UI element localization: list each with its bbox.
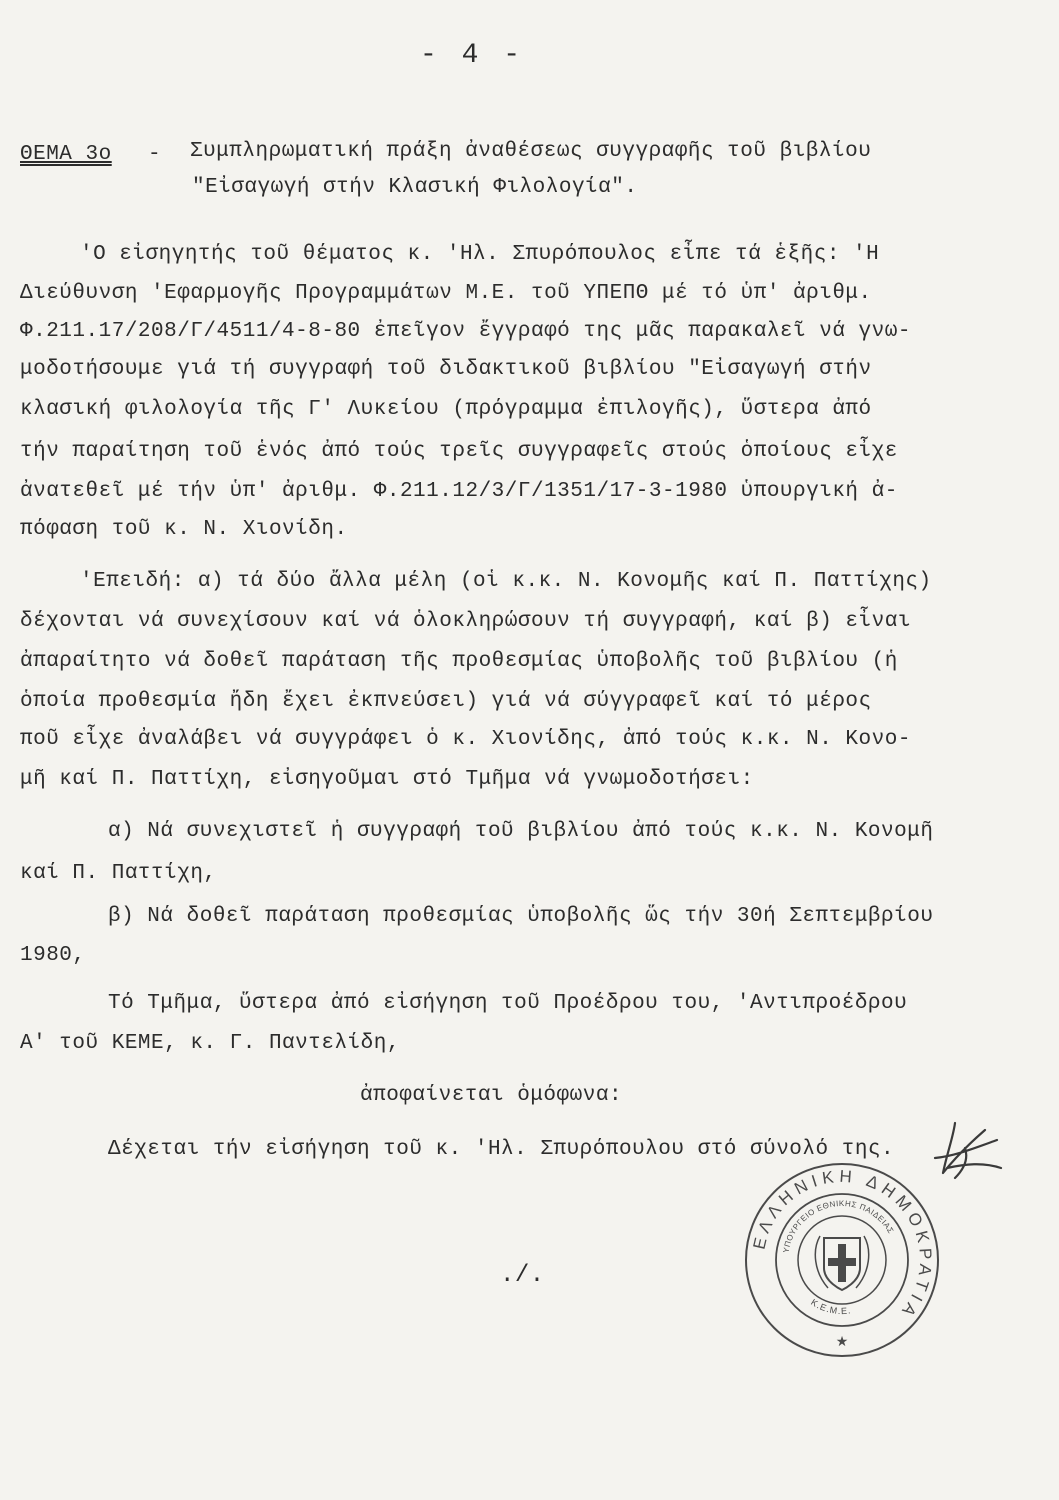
svg-text:★: ★ xyxy=(835,1334,849,1350)
item-b-line: β) Νά δοθεῖ παράταση προθεσμίας ὑποβολῆς ὥς τήν 30ή Σεπτεμβρίου xyxy=(108,905,934,928)
paragraph2-line: ποῦ εἶχε ἀναλάβει νά συγγράφει ὁ κ. Χιονίδης, ἀπό τούς κ.κ. Ν. Κονο- xyxy=(20,728,911,751)
paragraph1-line: πόφαση τοῦ κ. Ν. Χιονίδη. xyxy=(20,518,348,541)
paragraph1-line: 'Ο εἰσηγητής τοῦ θέματος κ. 'Ηλ. Σπυρόπουλος εἶπε τά ἑξῆς: 'Η xyxy=(80,243,880,266)
paragraph2-line: μῆ καί Π. Παττίχη, εἰσηγοῦμαι στό Τμῆμα νά γνωμοδοτήσει: xyxy=(20,768,754,791)
decision-heading: ἀποφαίνεται ὁμόφωνα: xyxy=(360,1084,623,1107)
paragraph1-line: Φ.211.17/208/Γ/4511/4-8-80 ἐπεῖγον ἔγγραφό της μᾶς παρακαλεῖ νά γνω- xyxy=(20,320,911,343)
section-line: Τό Τμῆμα, ὕστερα ἀπό εἰσήγηση τοῦ Προέδρου του, 'Αντιπροέδρου xyxy=(108,992,908,1015)
paragraph1-line: Διεύθυνση 'Εφαρμογῆς Προγραμμάτων Μ.Ε. τοῦ ΥΠΕΠΘ μέ τό ὑπ' ἀριθμ. xyxy=(20,282,872,305)
topic-dash: - xyxy=(148,143,162,166)
paragraph1-line: μοδοτήσουμε γιά τή συγγραφή τοῦ διδακτικοῦ βιβλίου "Εἰσαγωγή στήν xyxy=(20,358,872,381)
page-number: - 4 - xyxy=(420,40,525,71)
paragraph2-line: ἀπαραίτητο νά δοθεῖ παράταση τῆς προθεσμίας ὑποβολῆς τοῦ βιβλίου (ἡ xyxy=(20,650,898,673)
svg-text:Κ.Ε.Μ.Ε. xyxy=(809,1297,852,1316)
decision-text: Δέχεται τήν εἰσήγηση τοῦ κ. 'Ηλ. Σπυρόπουλου στό σύνολό της. xyxy=(108,1138,895,1161)
item-a-line: α) Νά συνεχιστεῖ ἡ συγγραφή τοῦ βιβλίου ἀπό τούς κ.κ. Ν. Κονομῆ xyxy=(108,820,934,843)
paragraph2-line: 'Επειδή: α) τά δύο ἄλλα μέλη (οἱ κ.κ. Ν. Κονομῆς καί Π. Παττίχης) xyxy=(80,570,932,593)
paragraph1-line: τήν παραίτηση τοῦ ἑνός ἀπό τούς τρεῖς συγγραφεῖς στούς ὁποίους εἶχε xyxy=(20,440,898,463)
topic-label: ΘΕΜΑ 3ο xyxy=(20,143,112,166)
paragraph1-line: ἀνατεθεῖ μέ τήν ὑπ' ἀριθμ. Φ.211.12/3/Γ/1351/17-3-1980 ὑπουργική ἀ- xyxy=(20,480,898,503)
official-seal-icon xyxy=(742,1160,942,1360)
item-b-line: 1980, xyxy=(20,944,86,967)
item-a-line: καί Π. Παττίχη, xyxy=(20,862,217,885)
section-line: Α' τοῦ ΚΕΜΕ, κ. Γ. Παντελίδη, xyxy=(20,1032,400,1055)
topic-title-line1: Συμπληρωματική πράξη ἀναθέσεως συγγραφῆς τοῦ βιβλίου xyxy=(190,140,872,163)
seal-outer-text: ΕΛΛΗΝΙΚΗ ΔΗΜΟΚΡΑΤΙΑ xyxy=(749,1166,936,1324)
seal-inner-text: ΥΠΟΥΡΓΕΙΟ ΕΘΝΙΚΗΣ ΠΑΙΔΕΙΑΣ xyxy=(781,1198,896,1254)
end-mark: ./. xyxy=(500,1262,545,1289)
paragraph1-line: κλασική φιλολογία τῆς Γ' Λυκείου (πρόγραμμα ἐπιλογῆς), ὕστερα ἀπό xyxy=(20,398,872,421)
seal-bottom-text: Κ.Ε.Μ.Ε. xyxy=(809,1297,852,1317)
topic-title-line2: "Εἰσαγωγή στήν Κλασική Φιλολογία". xyxy=(192,176,638,199)
paragraph2-line: ὁποία προθεσμία ἤδη ἔχει ἐκπνεύσει) γιά νά σύγγραφεῖ καί τό μέρος xyxy=(20,690,872,713)
paragraph2-line: δέχονται νά συνεχίσουν καί νά ὁλοκληρώσουν τή συγγραφή, καί β) εἶναι xyxy=(20,610,911,633)
